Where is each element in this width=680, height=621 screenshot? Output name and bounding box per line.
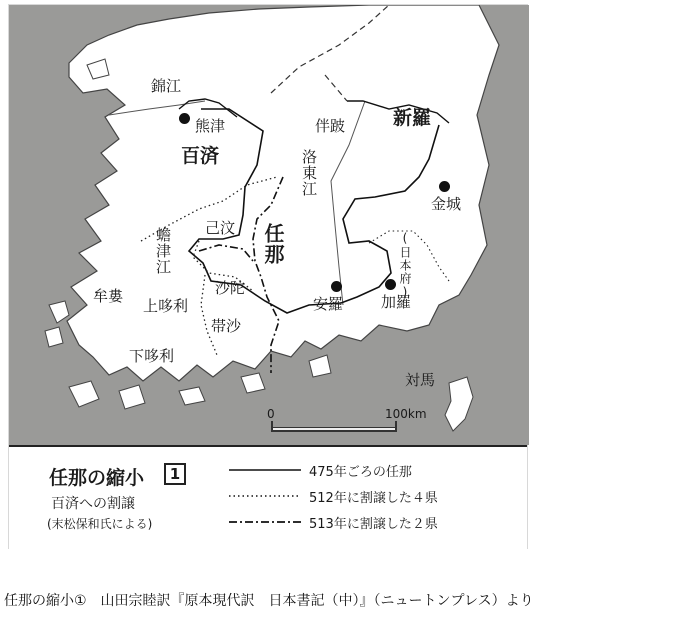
label-shiragi: 新羅 (393, 107, 432, 129)
legend-item-dashdot (229, 513, 519, 531)
label-ontoukou: 蟾津江 (154, 227, 172, 275)
label-tsushima: 対馬 (405, 371, 436, 389)
scale-tick-start (271, 421, 273, 432)
label-kudara: 百済 (181, 145, 220, 167)
scale-tick-end (395, 421, 397, 432)
scale-bar-line (271, 427, 397, 432)
label-sada: 沙陀 (215, 279, 246, 297)
label-kinko: 錦江 (151, 77, 182, 95)
label-geotari: 下哆利 (129, 347, 175, 365)
scale-bar (267, 407, 437, 437)
legend-line-dashdot (229, 517, 303, 527)
label-ankara: 安羅 (313, 295, 344, 313)
legend-line-dotted (229, 491, 303, 501)
label-yuushin: 熊津 (195, 117, 226, 135)
legend (9, 445, 527, 549)
legend-source: (末松保和氏による) (47, 517, 153, 531)
ankara-marker (331, 281, 342, 292)
legend-item-solid (229, 461, 519, 479)
label-taisa: 帯沙 (211, 317, 242, 335)
legend-title: 任那の縮小 (49, 467, 145, 489)
kara-marker (385, 279, 396, 290)
label-jouotari: 上哆利 (143, 297, 189, 315)
map-area (9, 5, 529, 445)
legend-number: 1 (164, 463, 186, 485)
label-rakutoukou: 洛東江 (300, 149, 318, 197)
label-kinjou: 金城 (431, 195, 462, 213)
label-muro: 牟婁 (93, 287, 124, 305)
legend-item-dotted (229, 487, 519, 505)
label-mimana: 任那 (261, 223, 285, 265)
yuushin-marker (179, 113, 190, 124)
label-hanpa: 伴跛 (315, 117, 346, 135)
figure-caption: 任那の縮小① 山田宗睦訳『原本現代訳 日本書記（中）』（ニュートンプレス）より (4, 593, 534, 609)
map-figure (8, 4, 528, 549)
label-nihonfu: (日本府) (398, 231, 412, 300)
label-kara: 加羅 (381, 293, 412, 311)
legend-line-solid (229, 465, 303, 475)
legend-label-solid: 475年ごろの任那 (309, 465, 412, 480)
legend-label-dotted: 512年に割譲した４県 (309, 491, 438, 506)
scale-zero: 0 (267, 407, 275, 421)
label-kokon: 己汶 (205, 219, 236, 237)
scale-max: 100km (385, 407, 427, 421)
kinjou-marker (439, 181, 450, 192)
legend-label-dashdot: 513年に割譲した２県 (309, 517, 438, 532)
legend-subtitle: 百済への割譲 (51, 496, 135, 512)
